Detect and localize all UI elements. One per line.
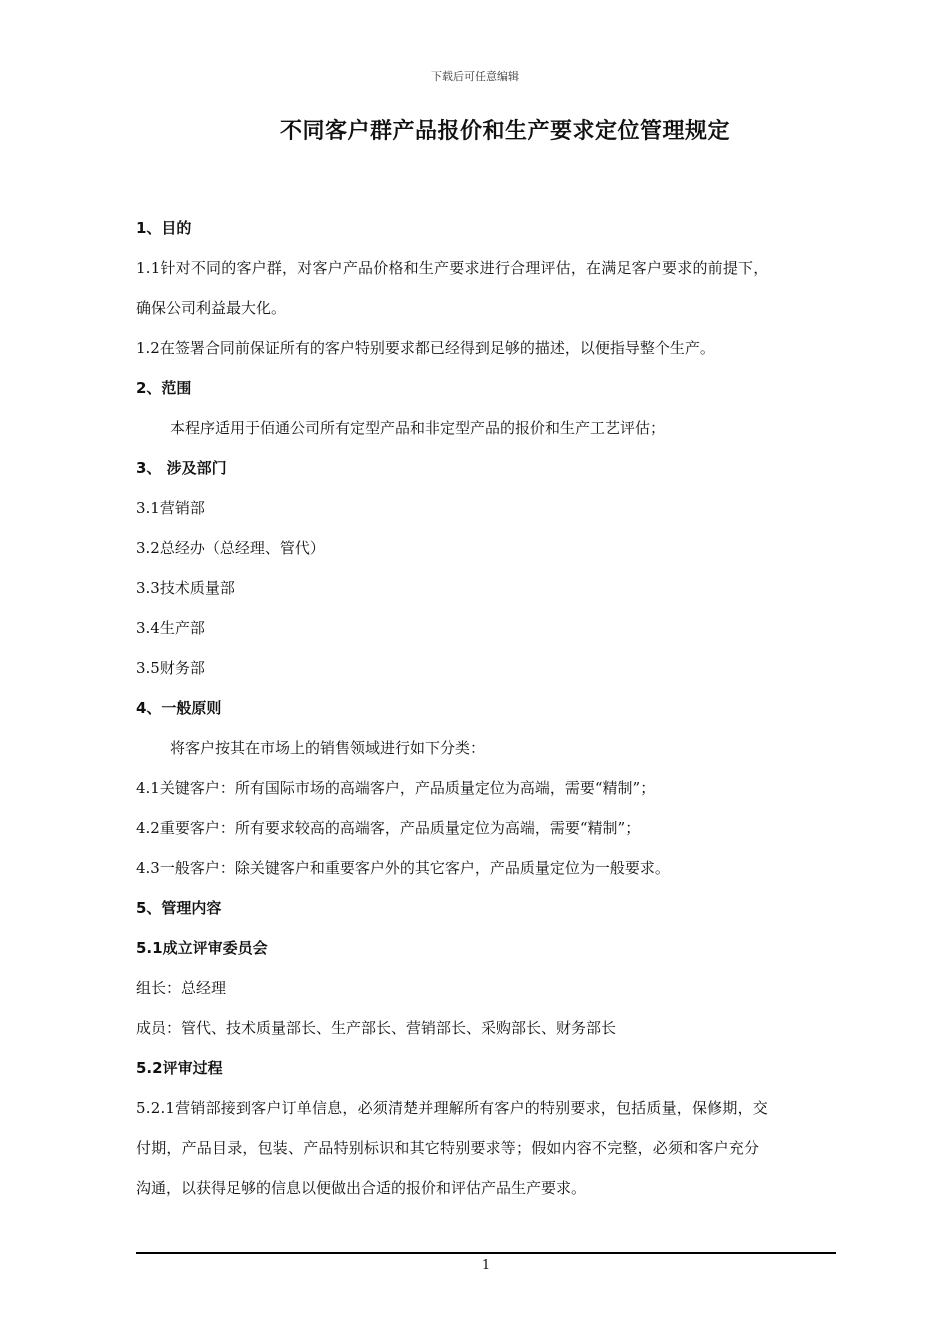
- page-number: 1: [481, 1258, 491, 1273]
- paragraph-1-1-line-2: 确保公司利益最大化。: [136, 299, 287, 317]
- paragraph-2-body: 本程序适用于佰通公司所有定型产品和非定型产品的报价和生产工艺评估；: [170, 419, 666, 437]
- paragraph-1-2: 1.2在签署合同前保证所有的客户特别要求都已经得到足够的描述，以便指导整个生产。: [136, 339, 715, 357]
- list-item-4-2: 4.2重要客户：所有要求较高的高端客，产品质量定位为高端，需要“精制”；: [136, 819, 641, 837]
- footer-rule: [136, 1252, 836, 1254]
- list-item-3-1: 3.1营销部: [136, 499, 205, 517]
- paragraph-5-2-1-line-2: 付期，产品目录，包装、产品特别标识和其它特别要求等；假如内容不完整，必须和客户充分: [136, 1139, 760, 1157]
- subsection-5-1-heading: 5.1成立评审委员会: [136, 939, 268, 957]
- committee-members: 成员：管代、技术质量部长、生产部长、营销部长、采购部长、财务部长: [136, 1019, 617, 1037]
- list-item-3-5: 3.5财务部: [136, 659, 205, 677]
- list-item-4-3: 4.3一般客户：除关键客户和重要客户外的其它客户，产品质量定位为一般要求。: [136, 859, 670, 877]
- document-body: [136, 208, 836, 1208]
- list-item-3-2: 3.2总经办（总经理、管代）: [136, 539, 325, 557]
- section-5-heading: 5、管理内容: [136, 899, 222, 917]
- paragraph-5-2-1-line-1: 5.2.1营销部接到客户订单信息，必须清楚并理解所有客户的特别要求，包括质量，保修期，交: [136, 1099, 768, 1117]
- list-item-3-4: 3.4生产部: [136, 619, 205, 637]
- paragraph-5-2-1-line-3: 沟通，以获得足够的信息以便做出合适的报价和评估产品生产要求。: [136, 1179, 587, 1197]
- header-note: 下载后可任意编辑: [431, 70, 519, 83]
- section-1-heading: 1、目的: [136, 219, 192, 237]
- list-item-4-1: 4.1关键客户：所有国际市场的高端客户，产品质量定位为高端，需要“精制”；: [136, 779, 656, 797]
- list-item-3-3: 3.3技术质量部: [136, 579, 235, 597]
- committee-leader: 组长：总经理: [136, 979, 227, 997]
- paragraph-1-1-line-1: 1.1针对不同的客户群，对客户产品价格和生产要求进行合理评估，在满足客户要求的前提下，: [136, 259, 769, 277]
- section-2-heading: 2、范围: [136, 379, 192, 397]
- section-4-heading: 4、一般原则: [136, 699, 222, 717]
- section-3-heading: 3、 涉及部门: [136, 459, 227, 477]
- subsection-5-2-heading: 5.2评审过程: [136, 1059, 223, 1077]
- paragraph-4-intro: 将客户按其在市场上的销售领域进行如下分类：: [170, 739, 486, 757]
- document-title: 不同客户群产品报价和生产要求定位管理规定: [279, 119, 730, 144]
